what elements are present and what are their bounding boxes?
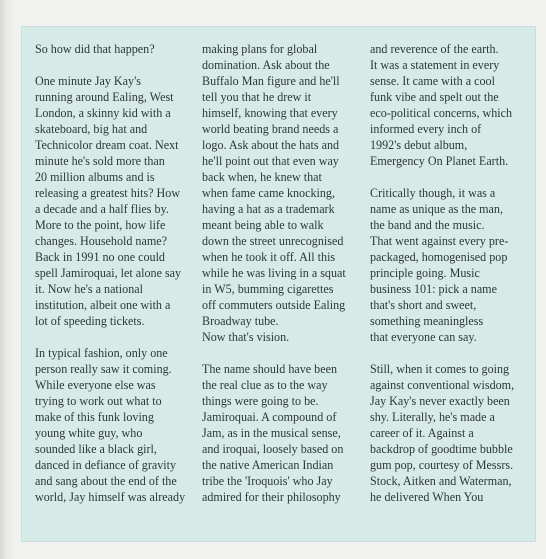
text-line: name as unique as the man, xyxy=(370,202,503,216)
text-line: Technicolor dream coat. Next xyxy=(35,138,179,152)
text-line: a decade and a half flies by. xyxy=(35,202,169,216)
text-line: skateboard, big hat and xyxy=(35,122,148,136)
text-line: make of this funk loving xyxy=(35,410,154,424)
text-line: lot of speeding tickets. xyxy=(35,314,145,328)
text-line: One minute Jay Kay's xyxy=(35,74,141,88)
text-line: that's short and sweet, xyxy=(370,298,477,312)
text-line: business 101: pick a name xyxy=(370,282,497,296)
text-line: Broadway tube. xyxy=(202,314,279,328)
text-line: world beating brand needs a xyxy=(202,122,339,136)
text-line: meant being able to walk xyxy=(202,218,324,232)
article-column-2 xyxy=(202,41,362,521)
paragraph xyxy=(35,73,195,329)
text-line: 20 million albums and is xyxy=(35,170,155,184)
text-line: informed every inch of xyxy=(370,122,482,136)
text-line: spell Jamiroquai, let alone say xyxy=(35,266,182,280)
text-line: Jay Kay's never exactly been xyxy=(370,394,510,408)
text-line: logo. Ask about the hats and xyxy=(202,138,340,152)
text-line: shy. Literally, he's made a xyxy=(370,410,495,424)
text-line: he delivered When You xyxy=(370,490,484,504)
text-line: backdrop of goodtime bubble xyxy=(370,442,513,456)
text-line: career of it. Against a xyxy=(370,426,474,440)
text-line: person really saw it coming. xyxy=(35,362,172,376)
paragraph xyxy=(202,361,362,505)
text-line: So how did that happen? xyxy=(35,42,155,56)
text-line: young white guy, who xyxy=(35,426,143,440)
text-line: While everyone else was xyxy=(35,378,156,392)
text-line: and reverence of the earth. xyxy=(370,42,499,56)
text-line: Jamiroquai. A compound of xyxy=(202,410,337,424)
text-line: Still, when it comes to going xyxy=(370,362,510,376)
text-line: something meaningless xyxy=(370,314,484,328)
text-line: minute he's sold more than xyxy=(35,154,165,168)
text-line: while he was living in a squat xyxy=(202,266,346,280)
text-line: More to the point, how life xyxy=(35,218,166,232)
text-line: he'll point out that even way xyxy=(202,154,339,168)
text-line: gum pop, courtesy of Messrs. xyxy=(370,458,514,472)
text-line: danced in defiance of gravity xyxy=(35,458,177,472)
article-column-3 xyxy=(370,41,530,521)
text-line: Now that's vision. xyxy=(202,330,290,344)
article-page xyxy=(22,27,535,541)
text-line: London, a skinny kid with a xyxy=(35,106,171,120)
paragraph xyxy=(370,361,530,505)
text-line: 1992's debut album, xyxy=(370,138,468,152)
text-line: That went against every pre- xyxy=(370,234,509,248)
text-line: Critically though, it was a xyxy=(370,186,496,200)
text-line: funk vibe and spelt out the xyxy=(370,90,499,104)
text-line: sounded like a black girl, xyxy=(35,442,157,456)
text-line: down the street unrecognised xyxy=(202,234,344,248)
paragraph xyxy=(370,185,530,345)
text-line: in W5, bumming cigarettes xyxy=(202,282,334,296)
text-line: it. Now he's a national xyxy=(35,282,143,296)
text-line: the real clue as to the way xyxy=(202,378,328,392)
text-line: making plans for global xyxy=(202,42,318,56)
text-line: principle going. Music xyxy=(370,266,480,280)
paragraph xyxy=(35,345,195,505)
text-line: packaged, homogenised pop xyxy=(370,250,508,264)
text-line: himself, knowing that every xyxy=(202,106,338,120)
text-line: sense. It came with a cool xyxy=(370,74,495,88)
text-line: Stock, Aitken and Waterman, xyxy=(370,474,512,488)
article-column-1 xyxy=(35,41,195,521)
text-line: trying to work out what to xyxy=(35,394,162,408)
text-line: the band and the music. xyxy=(370,218,485,232)
text-line: against conventional wisdom, xyxy=(370,378,515,392)
text-line: admired for their philosophy xyxy=(202,490,341,504)
text-line: tell you that he drew it xyxy=(202,90,312,104)
text-line: the native American Indian xyxy=(202,458,334,472)
text-line: things were going to be. xyxy=(202,394,319,408)
text-line: eco-political concerns, which xyxy=(370,106,513,120)
paragraph xyxy=(202,41,362,345)
paragraph xyxy=(35,41,195,57)
text-line: and sang about the end of the xyxy=(35,474,177,488)
text-line: Jam, as in the musical sense, xyxy=(202,426,341,440)
text-line: In typical fashion, only one xyxy=(35,346,168,360)
text-line: releasing a greatest hits? How xyxy=(35,186,181,200)
paragraph xyxy=(370,41,530,169)
text-line: changes. Household name? xyxy=(35,234,167,248)
text-line: when fame came knocking, xyxy=(202,186,335,200)
text-line: that everyone can say. xyxy=(370,330,477,344)
text-line: having a hat as a trademark xyxy=(202,202,335,216)
text-line: running around Ealing, West xyxy=(35,90,174,104)
text-line: Back in 1991 no one could xyxy=(35,250,165,264)
text-line: world, Jay himself was already xyxy=(35,490,186,504)
text-line: The name should have been xyxy=(202,362,337,376)
text-line: Buffalo Man figure and he'll xyxy=(202,74,340,88)
text-line: when he took it off. All this xyxy=(202,250,336,264)
text-line: It was a statement in every xyxy=(370,58,500,72)
text-line: back when, he knew that xyxy=(202,170,322,184)
text-line: and iroquai, loosely based on xyxy=(202,442,344,456)
text-line: institution, albeit one with a xyxy=(35,298,171,312)
text-line: Emergency On Planet Earth. xyxy=(370,154,509,168)
text-line: tribe the 'Iroquois' who Jay xyxy=(202,474,333,488)
text-line: off commuters outside Ealing xyxy=(202,298,346,312)
text-line: domination. Ask about the xyxy=(202,58,330,72)
